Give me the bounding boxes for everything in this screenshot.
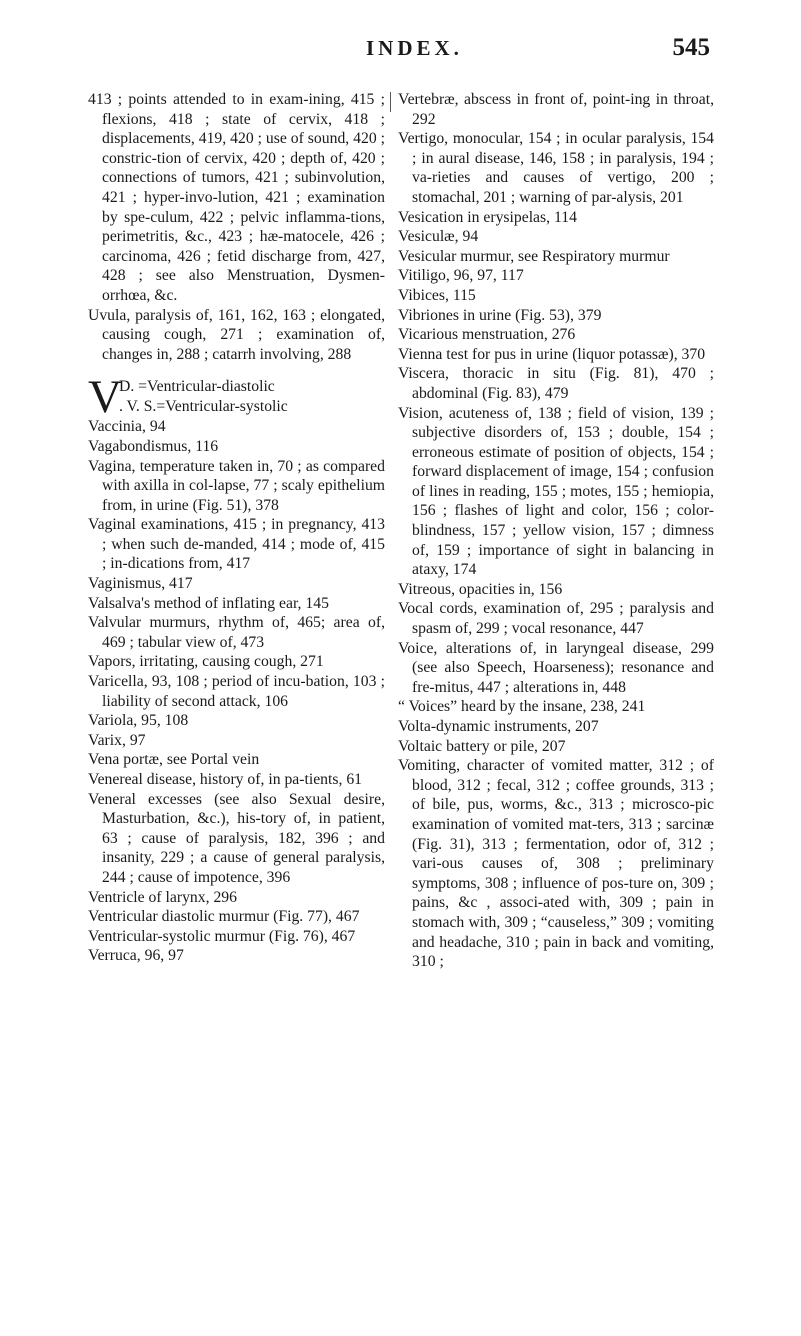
index-entry: Vision, acuteness of, 138 ; field of vision, 139 ; subjective disorders of, 153 ; double, 154 ; erroneous estimate of position of objects, 154 ; forward displacement of image, 154 ; confusion of lines in reading, 155 ; motes, 155 ; hemiopia, 156 ; flashes of light and color, 156 ; color-blindness, 157 ; yellow vision, 157 ; dimness of, 159 ; importance of sight in balancing in ataxy, 174 [398,404,714,579]
index-entry: Vertigo, monocular, 154 ; in ocular paralysis, 154 ; in aural disease, 146, 158 ; in paralysis, 194 ; va-rieties and causes of vertigo, 200 ; stomachal, 201 ; warning of par-alysis, 201 [398,130,714,206]
index-entry: Volta-dynamic instruments, 207 [398,718,599,735]
index-entry: Vitreous, opacities in, 156 [398,580,563,598]
index-entry: Vagabondismus, 116 [88,437,219,455]
column-divider [390,92,391,112]
index-entry: Vocal cords, examination of, 295 ; paralysis and spasm of, 299 ; vocal resonance, 447 [398,600,714,638]
index-entry: Valvular murmurs, rhythm of, 465; area of, 469 ; tabular view of, 473 [88,614,385,651]
index-entry: 413 ; points attended to in exam-ining, 415 ; flexions, 418 ; state of cervix, 418 ; displacements, 419, 420 ; use of sound, 420 ; constric-tion of cervix, 420 ; depth of, 420 ; connections of tumors, 421 ; subinvolution, 421 ; hyper-invo-lution, 421 ; examination by spe-culum, 422 ; pelvic inflamma-tions, perimetritis, &c., 423 ; hæ-matocele, 426 ; carcinoma, 426 ; fetid discharge from, 427, 428 ; see also Menstruation, Dysmen-orrhœa, &c. [88,91,385,304]
running-head [70,36,710,66]
index-entry: Veneral excesses (see also Sexual desire, Masturbation, &c.), his-tory of, in patient, 63 ; cause of paralysis, 182, 396 ; and insanity, 229 ; a cause of general paralysis, 244 ; cause of impotence, 396 [88,790,385,886]
index-entry: Variola, 95, 108 [88,712,189,730]
index-entry: Vicarious menstruation, 276 [398,326,576,344]
index-entry: Valsalva's method of inflating ear, 145 [88,594,329,612]
index-entry: Vesiculæ, 94 [398,228,479,246]
section-v-heading [88,371,385,424]
index-entry: Viscera, thoracic in situ (Fig. 81), 470 ; abdominal (Fig. 83), 479 [398,365,714,402]
index-entry: Voice, alterations of, in laryngeal disease, 299 (see also Speech, Hoarseness); resonance and fre-mitus, 447 ; alterations in, 448 [398,639,714,696]
index-entry: Vapors, irritating, causing cough, 271 [88,653,324,671]
left-column [88,90,385,966]
index-entry: Voltaic battery or pile, 207 [398,737,566,755]
index-entry: Vaccinia, 94 [88,418,166,436]
index-entry: Varicella, 93, 108 ; period of incu-bation, 103 ; liability of second attack, 106 [88,673,385,710]
index-entry: Vesication in erysipelas, 114 [398,208,577,226]
index-entry: Ventricular-systolic murmur (Fig. 76), 467 [88,927,356,945]
index-entry: D. =Ventricular-diastolic [119,378,275,396]
index-entry: Uvula, paralysis of, 161, 162, 163 ; elongated, causing cough, 271 ; examination of, changes in, 288 ; catarrh involving, 288 [88,306,385,363]
index-entry: Vesicular murmur, see Respiratory murmur [398,247,670,265]
index-entry: Ventricle of larynx, 296 [88,888,237,906]
index-entry: Ventricular diastolic murmur (Fig. 77), 467 [88,908,360,926]
index-entry: Verruca, 96, 97 [88,947,184,965]
index-entry: Vienna test for pus in urine (liquor potassæ), 370 [398,345,706,363]
running-title: INDEX. [366,36,463,60]
section-drop-cap: V [88,371,122,424]
index-entry: Vibriones in urine (Fig. 53), 379 [398,306,602,324]
right-column [398,90,714,972]
index-entry: “ Voices” heard by the insane, 238, 241 [398,698,646,716]
index-entry: Vitiligo, 96, 97, 117 [398,267,524,285]
index-entry: Vena portæ, see Portal vein [88,751,260,769]
index-entry: Vagina, temperature taken in, 70 ; as compared with axilla in col-lapse, 77 ; scaly epithelium from, in urine (Fig. 51), 378 [88,457,385,514]
index-entry: Varix, 97 [88,731,146,749]
index-entry: . V. S.=Ventricular-systolic [119,397,288,415]
index-entry: Vertebræ, abscess in front of, point-ing in throat, 292 [398,91,714,128]
index-entry: Vomiting, character of vomited matter, 312 ; of blood, 312 ; fecal, 312 ; coffee grounds, 313 ; of bile, pus, worms, &c., 313 ; microsco-pic examination of vomited mat-ters, 313 ; sarcinæ (Fig. 31), 313 ; fermentation, odor of, 312 ; vari-ous causes of, 308 ; preliminary symptoms, 308 ; influence of pos-ture on, 309 ; pains, &c , associ-ated with, 309 ; pain in stomach with, 309 ; “causeless,” 309 ; vomiting and headache, 310 ; pain in back and vomiting, 310 ; [398,757,714,971]
index-entry: Vaginal examinations, 415 ; in pregnancy, 413 ; when such de-manded, 414 ; mode of, 415 ; in-dications from, 417 [88,516,385,573]
index-entry: Vaginismus, 417 [88,575,193,593]
index-entry: Venereal disease, history of, in pa-tients, 61 [88,771,363,788]
index-entry: Vibices, 115 [398,286,476,304]
page-number: 545 [672,34,710,61]
